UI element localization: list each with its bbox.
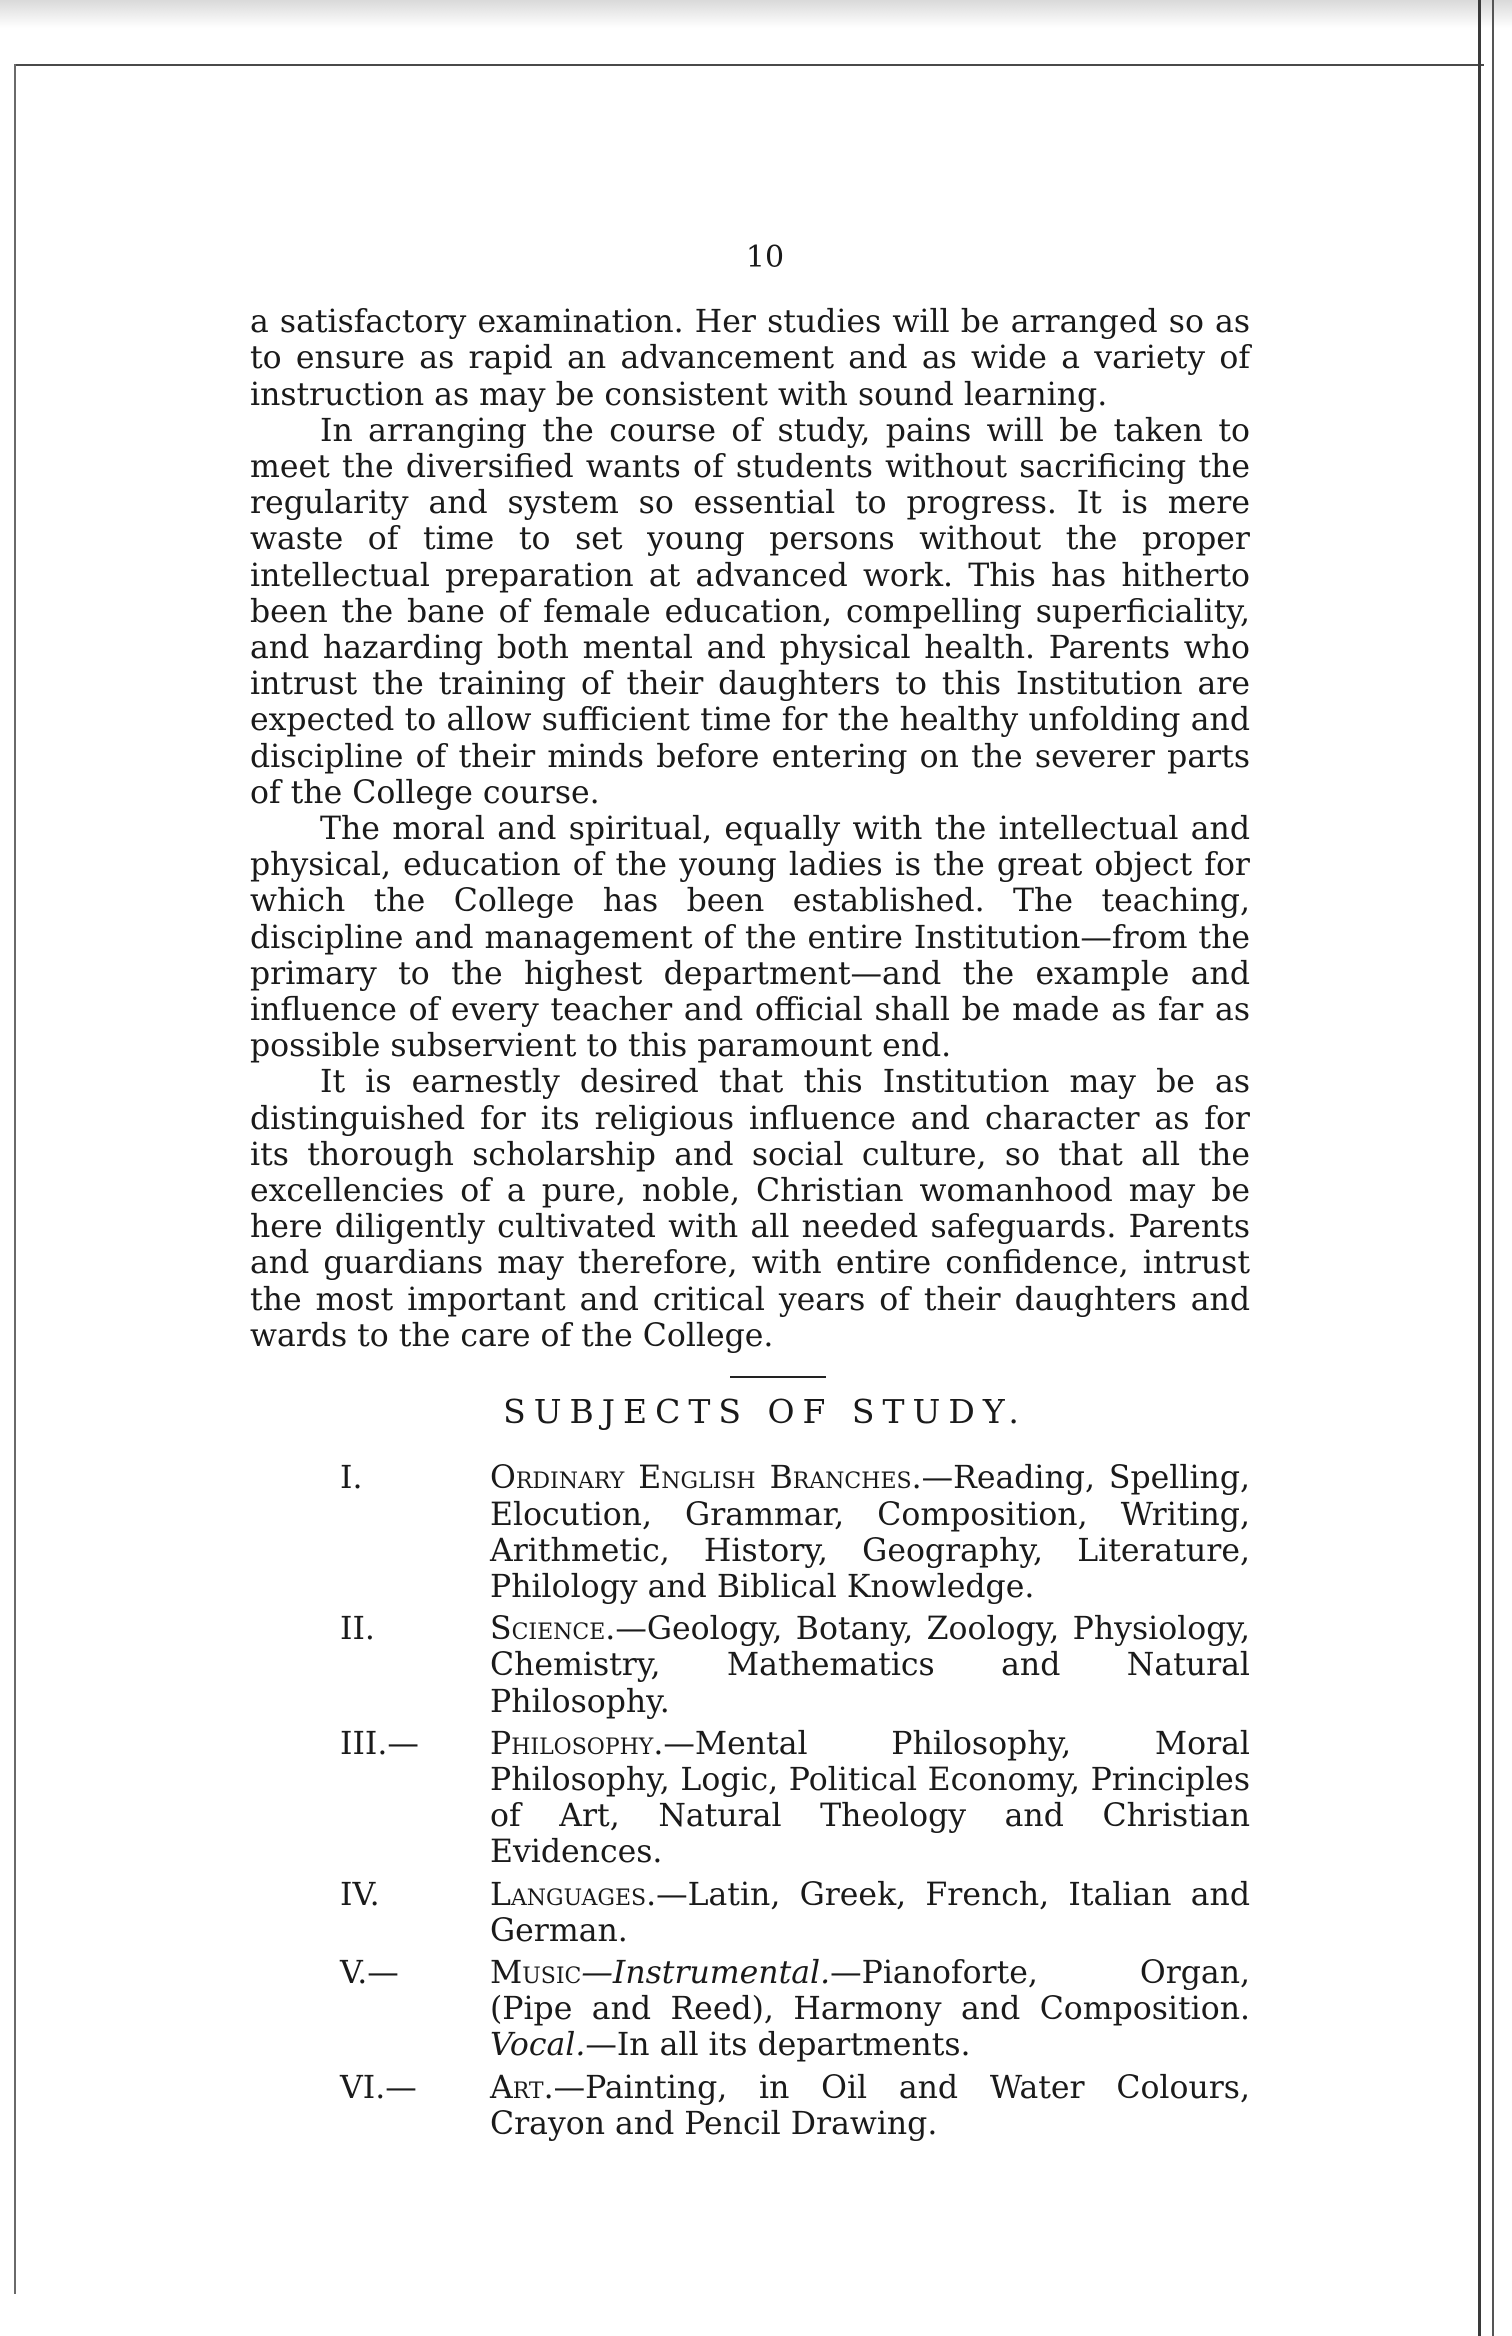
subject-text: —Latin, Greek, French, Italian and German.: [490, 1876, 1250, 1949]
section-heading: SUBJECTS OF STUDY.: [503, 1392, 1027, 1432]
scan-frame-right-line: [1478, 0, 1481, 2336]
paragraph-religious-influence: It is earnestly desired that this Institution may be as distinguished for its religious influence and character as for its thorough scholarship and social culture, so that all the excellencies of a pure, noble, Christian womanhood may be here diligently cultivated with all needed safeguards. Parents and guardians may therefore, with entire confidence, intrust the most important and critical years of their daughters and wards to the care of the College.: [250, 1064, 1250, 1354]
subject-title: Ordinary English Branches.: [490, 1460, 922, 1497]
subject-numeral: V.—: [340, 1954, 399, 1991]
subject-text: —Painting, in Oil and Water Colours, Crayon and Pencil Drawing.: [490, 2069, 1250, 2142]
scan-frame-top-line: [14, 64, 1484, 66]
subject-numeral: VI.—: [340, 2069, 417, 2106]
document-page: [250, 240, 1250, 2148]
subject-numeral: III.—: [340, 1725, 419, 1762]
subject-text-italic: Vocal.: [490, 2027, 586, 2064]
subject-numeral: IV.: [340, 1876, 380, 1913]
subject-item-art: [250, 2070, 1250, 2142]
subject-title: Art.: [490, 2069, 554, 2106]
subject-item-languages: [250, 1877, 1250, 1949]
scan-frame-right-line-outer: [1492, 0, 1494, 2336]
subject-item-english: [250, 1460, 1250, 1605]
subject-text: —In all its departments.: [585, 2027, 971, 2064]
subject-text: —Mental Philosophy, Moral Philosophy, Logic, Political Economy, Principles of Art, Natural Theology and Christian Evidences.: [490, 1725, 1250, 1871]
paragraph-moral-education: The moral and spiritual, equally with the intellectual and physical, education of the young ladies is the great object for which the College has been established. The teaching, discipline and management of the entire Institution—from the primary to the highest department—and the example and influence of every teacher and official shall be made as far as possible subservient to this paramount end.: [250, 811, 1250, 1065]
subject-numeral: I.: [340, 1460, 363, 1497]
subject-text-italic: —Instrumental.: [581, 1954, 831, 1991]
subject-text: —Geology, Botany, Zoology, Physiology, Chemistry, Mathematics and Natural Philosophy.: [490, 1611, 1250, 1720]
scan-frame-left-line: [14, 64, 16, 2294]
subject-item-philosophy: [250, 1726, 1250, 1871]
subjects-list: [250, 1460, 1250, 2142]
subject-title: Languages.: [490, 1876, 657, 1913]
paragraph-continuation: a satisfactory examination. Her studies will be arranged so as to ensure as rapid an advancement and as wide a variety of instruction as may be consistent with sound learning.: [250, 304, 1250, 413]
subject-text: —Pianoforte, Organ, (Pipe and Reed), Harmony and Composition.: [490, 1954, 1250, 2028]
paragraph-course-of-study: In arranging the course of study, pains will be taken to meet the diversified wants of students without sacrificing the regularity and system so essential to progress. It is mere waste of time to set young persons without the proper intellectual preparation at advanced work. This has hitherto been the bane of female education, compelling superficiality, and hazarding both mental and physical health. Parents who intrust the training of their daughters to this Institution are expected to allow sufficient time for the healthy unfolding and discipline of their minds before entering on the severer parts of the College course.: [250, 412, 1250, 811]
subject-numeral: II.: [340, 1611, 375, 1648]
section-divider: [730, 1376, 826, 1378]
subject-item-science: [250, 1611, 1250, 1720]
subject-item-music: [250, 1955, 1250, 2064]
subject-title: Science.: [490, 1611, 616, 1648]
scan-top-edge: [0, 0, 1512, 28]
subject-title: Music: [490, 1954, 582, 1991]
subject-text: —Reading, Spelling, Elocution, Grammar, Composition, Writing, Arithmetic, History, Geography, Literature, Philology and Biblical Knowledge.: [490, 1460, 1250, 1605]
subject-title: Philosophy.: [490, 1725, 664, 1762]
page-number: 10: [745, 240, 785, 275]
